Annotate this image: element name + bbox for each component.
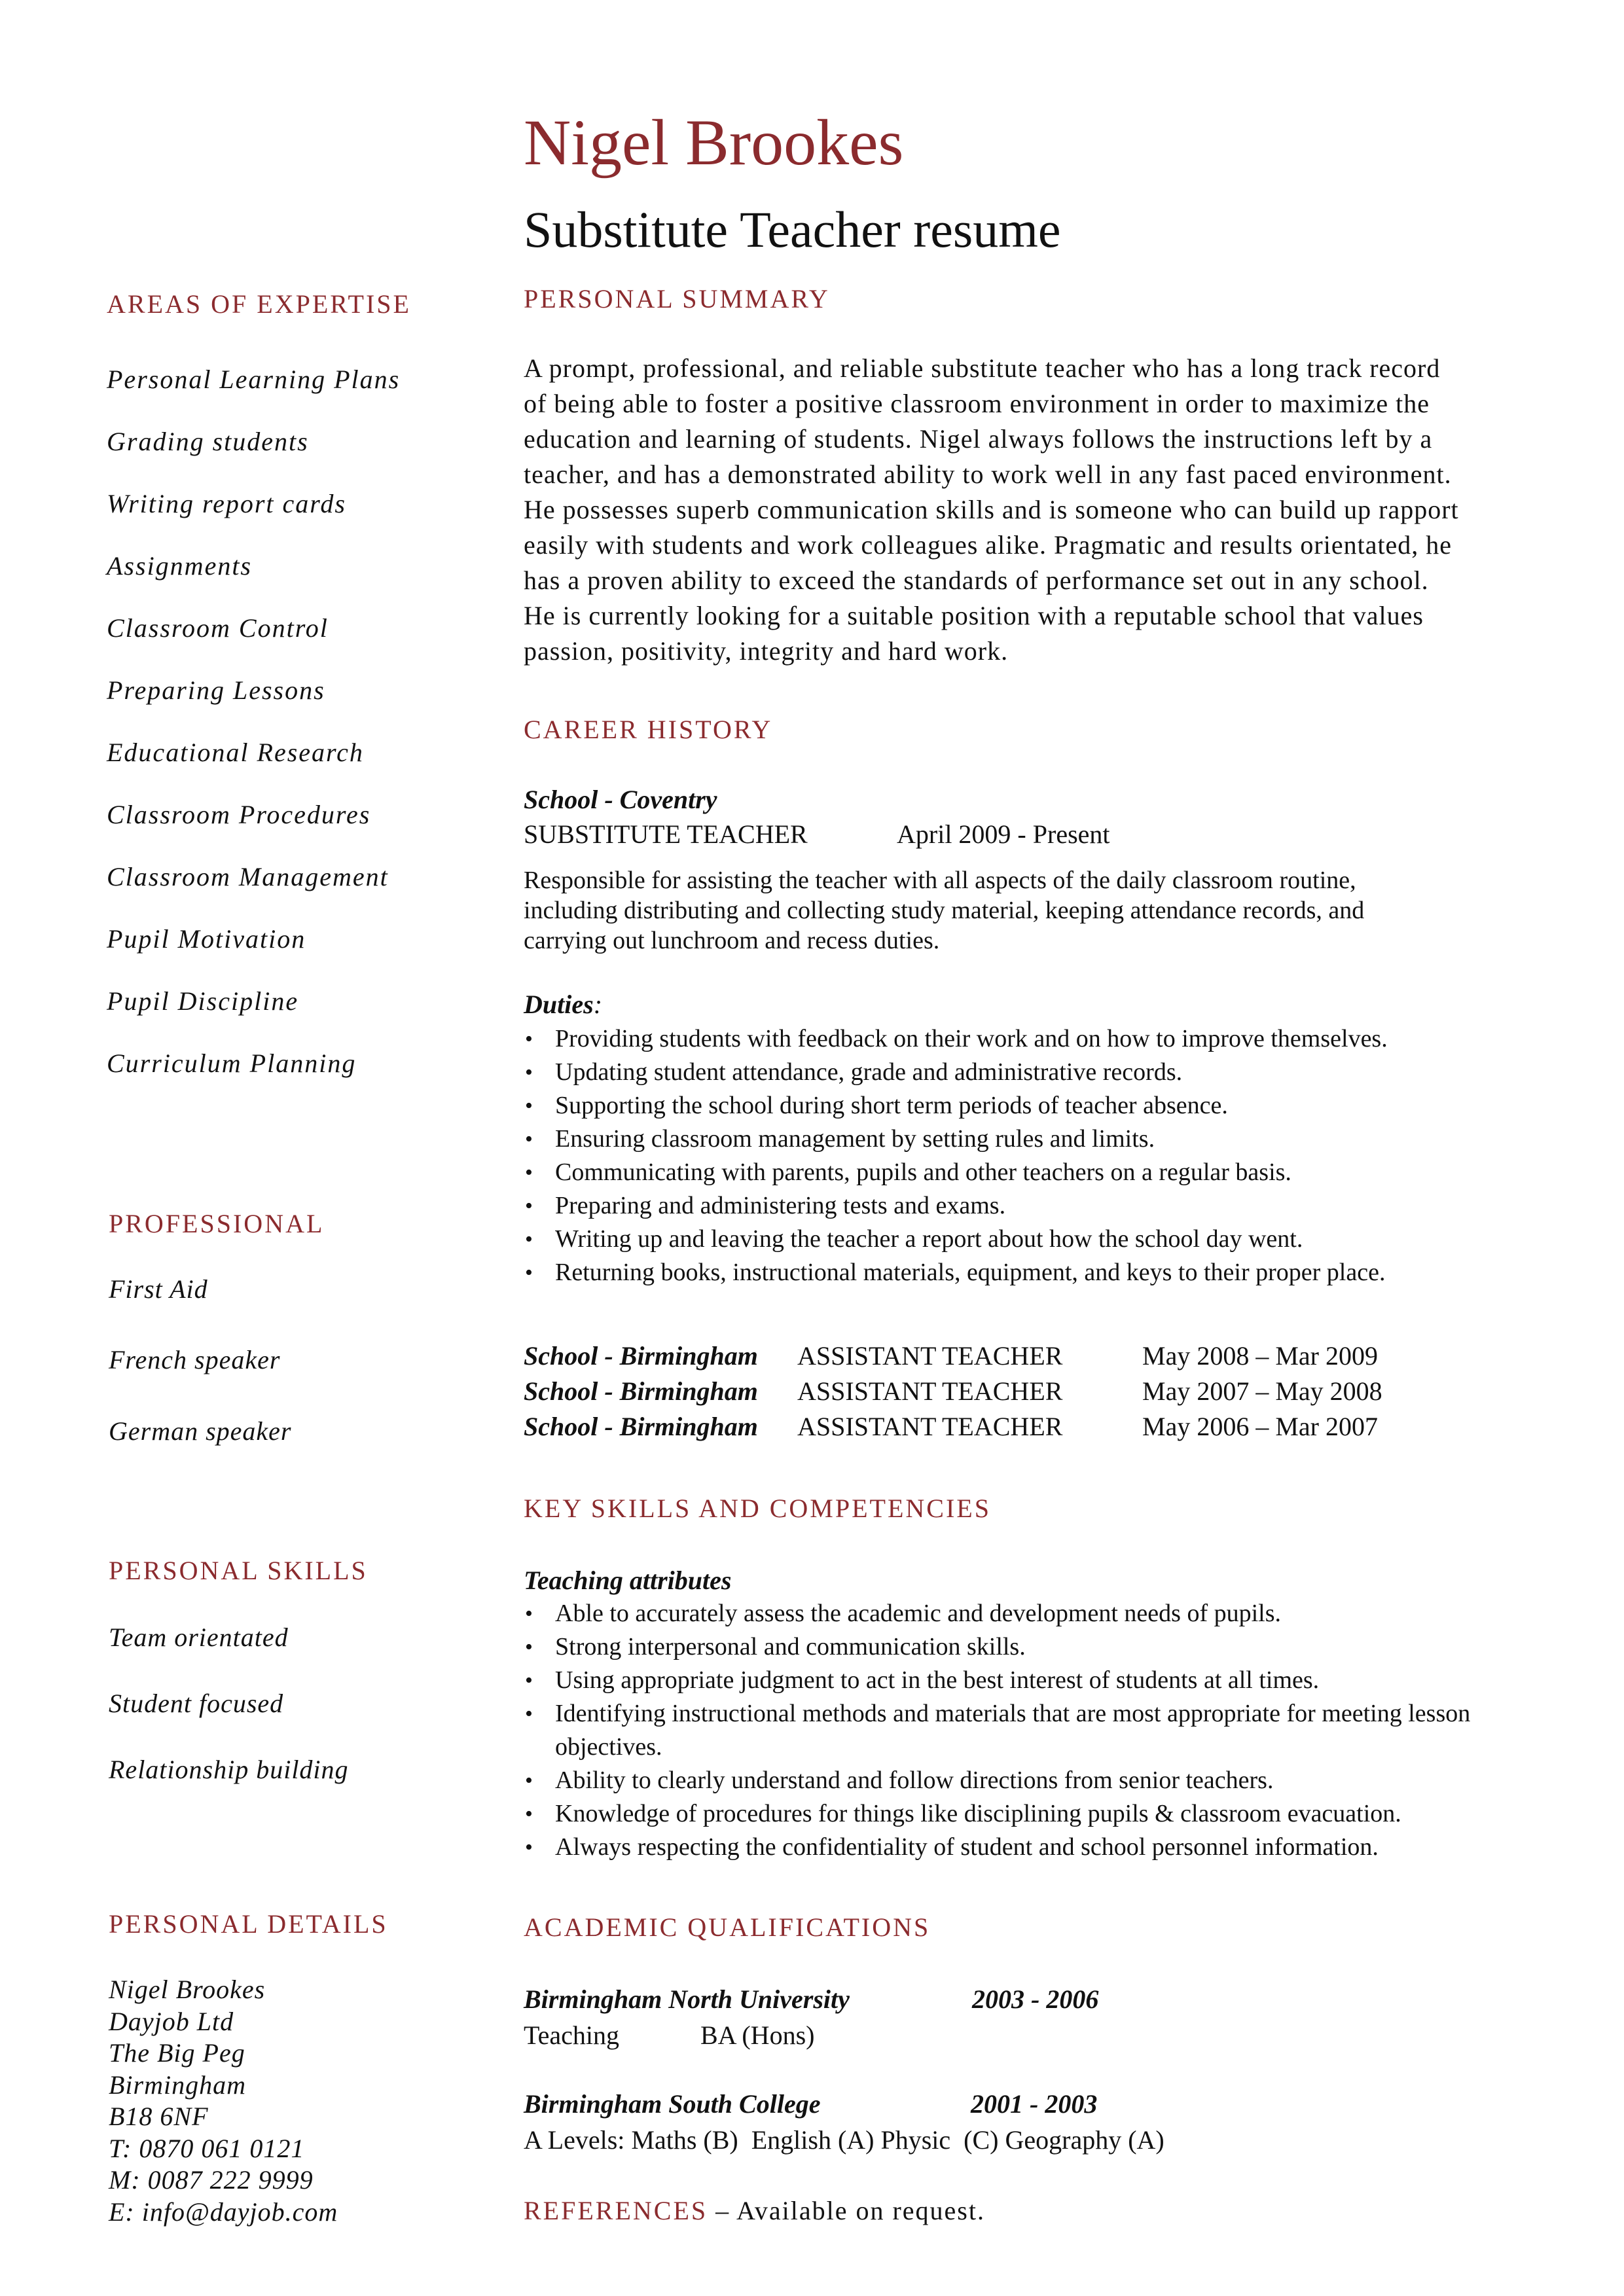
career-heading: CAREER HISTORY <box>524 715 773 744</box>
expertise-heading: AREAS OF EXPERTISE <box>107 289 411 319</box>
duty-item: • Supporting the school during short term periods of teacher absence. <box>524 1089 1506 1122</box>
previous-role: ASSISTANT TEACHER <box>797 1412 1063 1441</box>
skill-item: • Using appropriate judgment to act in the best interest of students at all times. <box>524 1664 1506 1697</box>
duties-label <box>524 992 602 1018</box>
skill-item: • Identifying instructional methods and materials that are most appropriate for meeting lesson objectives. <box>524 1697 1485 1764</box>
previous-dates: May 2008 – Mar 2009 <box>1142 1341 1378 1371</box>
summary-text <box>524 351 1459 669</box>
professional-item: First Aid <box>109 1274 208 1304</box>
expertise-item: Pupil Motivation <box>107 924 306 954</box>
expertise-item: Classroom Procedures <box>107 800 371 829</box>
summary-line: has a proven ability to exceed the standards of performance set out in any school. <box>524 565 1429 595</box>
contact-company: Dayjob Ltd <box>109 2006 234 2036</box>
previous-dates: May 2007 – May 2008 <box>1142 1376 1382 1406</box>
summary-line: passion, positivity, integrity and hard work. <box>524 636 1009 666</box>
summary-line: education and learning of students. Nigel always follows the instructions left by a <box>524 424 1433 454</box>
academic-heading: ACADEMIC QUALIFICATIONS <box>524 1912 931 1942</box>
expertise-item: Personal Learning Plans <box>107 365 401 394</box>
summary-line: A prompt, professional, and reliable substitute teacher who has a long track record <box>524 353 1441 383</box>
professional-heading: PROFESSIONAL <box>109 1209 325 1238</box>
previous-roles <box>524 1338 1382 1444</box>
duty-item: • Updating student attendance, grade and administrative records. <box>524 1056 1506 1089</box>
duty-item: • Communicating with parents, pupils and other teachers on a regular basis. <box>524 1156 1506 1189</box>
skill-item: • Ability to clearly understand and follow directions from senior teachers. <box>524 1764 1506 1797</box>
duty-item: • Ensuring classroom management by setting rules and limits. <box>524 1122 1506 1156</box>
expertise-item: Curriculum Planning <box>107 1049 357 1078</box>
duties-list <box>524 1022 1506 1289</box>
expertise-item: Pupil Discipline <box>107 986 299 1016</box>
expertise-item: Educational Research <box>107 738 364 767</box>
contact-postcode: B18 6NF <box>109 2102 209 2131</box>
contact-address: The Big Peg <box>109 2038 245 2068</box>
contact-name: Nigel Brookes <box>109 1975 266 2004</box>
summary-line: of being able to foster a positive classroom environment in order to maximize the <box>524 389 1430 418</box>
description-line: carrying out lunchroom and recess duties. <box>524 927 940 954</box>
personal-skill-item: Student focused <box>109 1689 284 1718</box>
duty-item: • Returning books, instructional materials, equipment, and keys to their proper place. <box>524 1256 1506 1289</box>
previous-role: ASSISTANT TEACHER <box>797 1376 1063 1406</box>
expertise-item: Grading students <box>107 427 309 456</box>
current-employer: School - Coventry <box>524 785 717 814</box>
university-award: BA (Hons) <box>700 2020 815 2050</box>
personal-skills-heading: PERSONAL SKILLS <box>109 1556 368 1585</box>
university-years: 2003 - 2006 <box>972 1984 1099 2014</box>
skill-item: • Strong interpersonal and communication skills. <box>524 1630 1506 1664</box>
previous-role-row <box>524 1338 1382 1374</box>
contact-telephone: T: 0870 061 0121 <box>109 2133 305 2163</box>
duty-item: • Preparing and administering tests and exams. <box>524 1189 1506 1223</box>
expertise-item: Preparing Lessons <box>107 675 325 705</box>
previous-role-row <box>524 1409 1382 1444</box>
references-text: – Available on request. <box>708 2196 985 2225</box>
professional-item: French speaker <box>109 1345 281 1374</box>
summary-line: teacher, and has a demonstrated ability to work well in any fast paced environment. <box>524 459 1452 489</box>
summary-line: He is currently looking for a suitable position with a reputable school that values <box>524 601 1424 630</box>
contact-email: E: info@dayjob.com <box>109 2197 338 2227</box>
previous-employer: School - Birmingham <box>524 1341 758 1371</box>
previous-dates: May 2006 – Mar 2007 <box>1142 1412 1378 1441</box>
skills-heading: KEY SKILLS AND COMPETENCIES <box>524 1494 991 1523</box>
duties-colon: : <box>593 990 603 1019</box>
duty-item: • Providing students with feedback on their work and on how to improve themselves. <box>524 1022 1506 1056</box>
description-line: including distributing and collecting study material, keeping attendance records, and <box>524 897 1365 924</box>
current-dates: April 2009 - Present <box>897 819 1110 849</box>
candidate-name: Nigel Brookes <box>524 106 904 179</box>
summary-heading: PERSONAL SUMMARY <box>524 284 830 314</box>
description-line: Responsible for assisting the teacher with all aspects of the daily classroom routine, <box>524 867 1356 894</box>
expertise-item: Writing report cards <box>107 489 346 518</box>
personal-skill-item: Team orientated <box>109 1623 289 1652</box>
college-grades: A Levels: Maths (B) English (A) Physic (C) Geography (A) <box>524 2125 1164 2155</box>
previous-role-row <box>524 1374 1382 1409</box>
expertise-item: Classroom Control <box>107 613 329 643</box>
university-name: Birmingham North University <box>524 1984 850 2014</box>
summary-line: He possesses superb communication skills and is someone who can build up rapport <box>524 495 1459 524</box>
previous-role: ASSISTANT TEACHER <box>797 1341 1063 1371</box>
previous-employer: School - Birmingham <box>524 1412 758 1441</box>
contact-city: Birmingham <box>109 2070 246 2100</box>
summary-line: easily with students and work colleagues alike. Pragmatic and results orientated, he <box>524 530 1453 560</box>
expertise-item: Classroom Management <box>107 862 389 891</box>
resume-title: Substitute Teacher resume <box>524 201 1061 258</box>
skill-item: • Always respecting the confidentiality of student and school personnel information. <box>524 1831 1506 1864</box>
skills-subheading: Teaching attributes <box>524 1566 732 1595</box>
references-line <box>524 2198 985 2224</box>
contact-mobile: M: 0087 222 9999 <box>109 2165 314 2195</box>
university-subject: Teaching <box>524 2020 620 2050</box>
skill-item: • Able to accurately assess the academic and development needs of pupils. <box>524 1597 1506 1630</box>
previous-employer: School - Birmingham <box>524 1376 758 1406</box>
duties-label-text: Duties <box>524 990 594 1019</box>
college-name: Birmingham South College <box>524 2089 821 2119</box>
skill-item: • Knowledge of procedures for things like disciplining pupils & classroom evacuation. <box>524 1797 1506 1831</box>
current-description <box>524 865 1364 956</box>
current-role: SUBSTITUTE TEACHER <box>524 819 808 849</box>
professional-item: German speaker <box>109 1416 292 1446</box>
personal-skill-item: Relationship building <box>109 1755 349 1784</box>
expertise-item: Assignments <box>107 551 252 581</box>
personal-details-heading: PERSONAL DETAILS <box>109 1909 388 1939</box>
skills-list <box>524 1597 1506 1864</box>
college-years: 2001 - 2003 <box>971 2089 1098 2119</box>
contact-details <box>109 1974 338 2228</box>
references-label: REFERENCES <box>524 2196 708 2225</box>
duty-item: • Writing up and leaving the teacher a report about how the school day went. <box>524 1223 1506 1256</box>
